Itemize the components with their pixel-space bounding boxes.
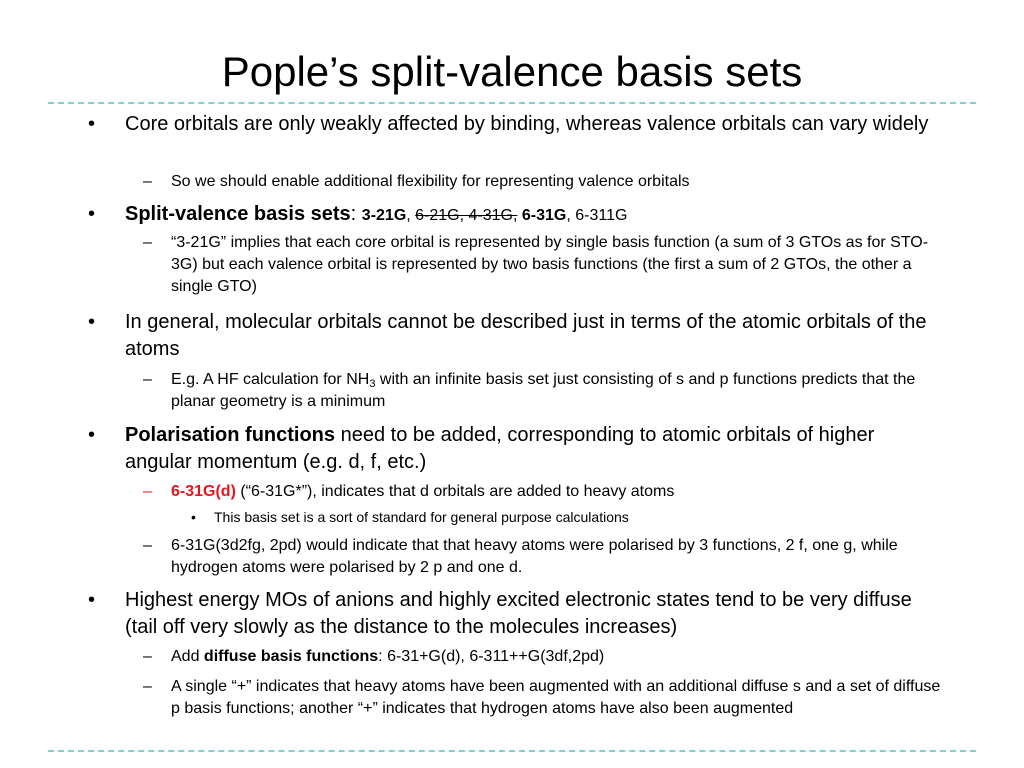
bullet-marker: • [88,203,96,225]
sub-bullet-3d2fg: 6-31G(3d2fg, 2pd) would indicate that that heavy atoms were polarised by 3 functions, 2 f, one g, while hydrogen atoms were polarised by 2 p and one d. [171,537,898,576]
sub-bullet-add-diffuse: Add diffuse basis functions: 6-31+G(d), 6-311++G(3df,2pd) [171,648,605,665]
sub-bullet-flexibility: So we should enable additional flexibility for representing valence orbitals [171,173,690,190]
bullet-marker: • [88,311,96,333]
sub-bullet-plus-meaning: A single “+” indicates that heavy atoms have been augmented with an additional diffuse s and a set of diffuse p basis functions; another “+” indicates that hydrogen atoms have also been augmented [171,678,941,717]
sub-sub-bullet-standard: This basis set is a sort of standard for general purpose calculations [214,509,629,525]
bullet-marker: • [88,424,96,446]
bullet-marker: • [88,113,96,135]
struck-basis-sets: 6-21G, 4-31G, [415,207,518,224]
term-split-valence: Split-valence basis sets [125,203,351,225]
dash-marker: – [143,678,152,695]
basis-6-311g: 6-311G [575,207,628,224]
bullet-split-valence: Split-valence basis sets: 3-21G, 6-21G, 4-31G, 6-31G, 6-311G [125,203,628,225]
bottom-divider [48,750,976,752]
term-6-31gd: 6-31G(d) [171,483,236,500]
term-polarisation-functions: Polarisation functions [125,424,336,446]
bullet-core-orbitals: Core orbitals are only weakly affected by binding, whereas valence orbitals can vary widely [125,113,929,135]
dash-marker-red: – [143,483,152,500]
dash-marker: – [143,234,152,251]
basis-6-31g: 6-31G [521,207,567,224]
bullet-marker: • [88,589,96,611]
basis-3-21g: 3-21G [361,207,407,224]
bullet-polarisation: Polarisation functions need to be added, corresponding to atomic orbitals of higher angular momentum (e.g. d, f, etc.) [125,424,875,473]
slide-title: Pople’s split-valence basis sets [221,48,803,95]
subscript-3: 3 [369,378,376,390]
top-divider [48,102,976,104]
bullet-diffuse-mos: Highest energy MOs of anions and highly excited electronic states tend to be very diffuse (tail off very slowly as the distance to the molecules increases) [125,589,912,638]
small-bullet-marker: • [191,509,196,525]
sub-bullet-6-31gd: 6-31G(d) (“6-31G*”), indicates that d orbitals are added to heavy atoms [171,483,675,500]
dash-marker: – [143,648,152,665]
dash-marker: – [143,371,152,388]
sub-bullet-3-21g-meaning: “3-21G” implies that each core orbital is represented by single basis function (a sum of 3 GTOs as for STO-3G) but each valence orbital is represented by two basis functions (the first a sum of 2 GTOs, the other a single GTO) [171,234,929,295]
dash-marker: – [143,173,152,190]
dash-marker: – [143,537,152,554]
term-diffuse-basis-functions: diffuse basis functions [203,648,379,665]
sub-bullet-nh3-example: E.g. A HF calculation for $NH_3$ with an infinite basis set just consisting of s and p functions predicts that the planar geometry is a minimum [171,371,916,410]
bullet-molecular-orbitals: In general, molecular orbitals cannot be described just in terms of the atomic orbitals of the atoms [125,311,927,360]
